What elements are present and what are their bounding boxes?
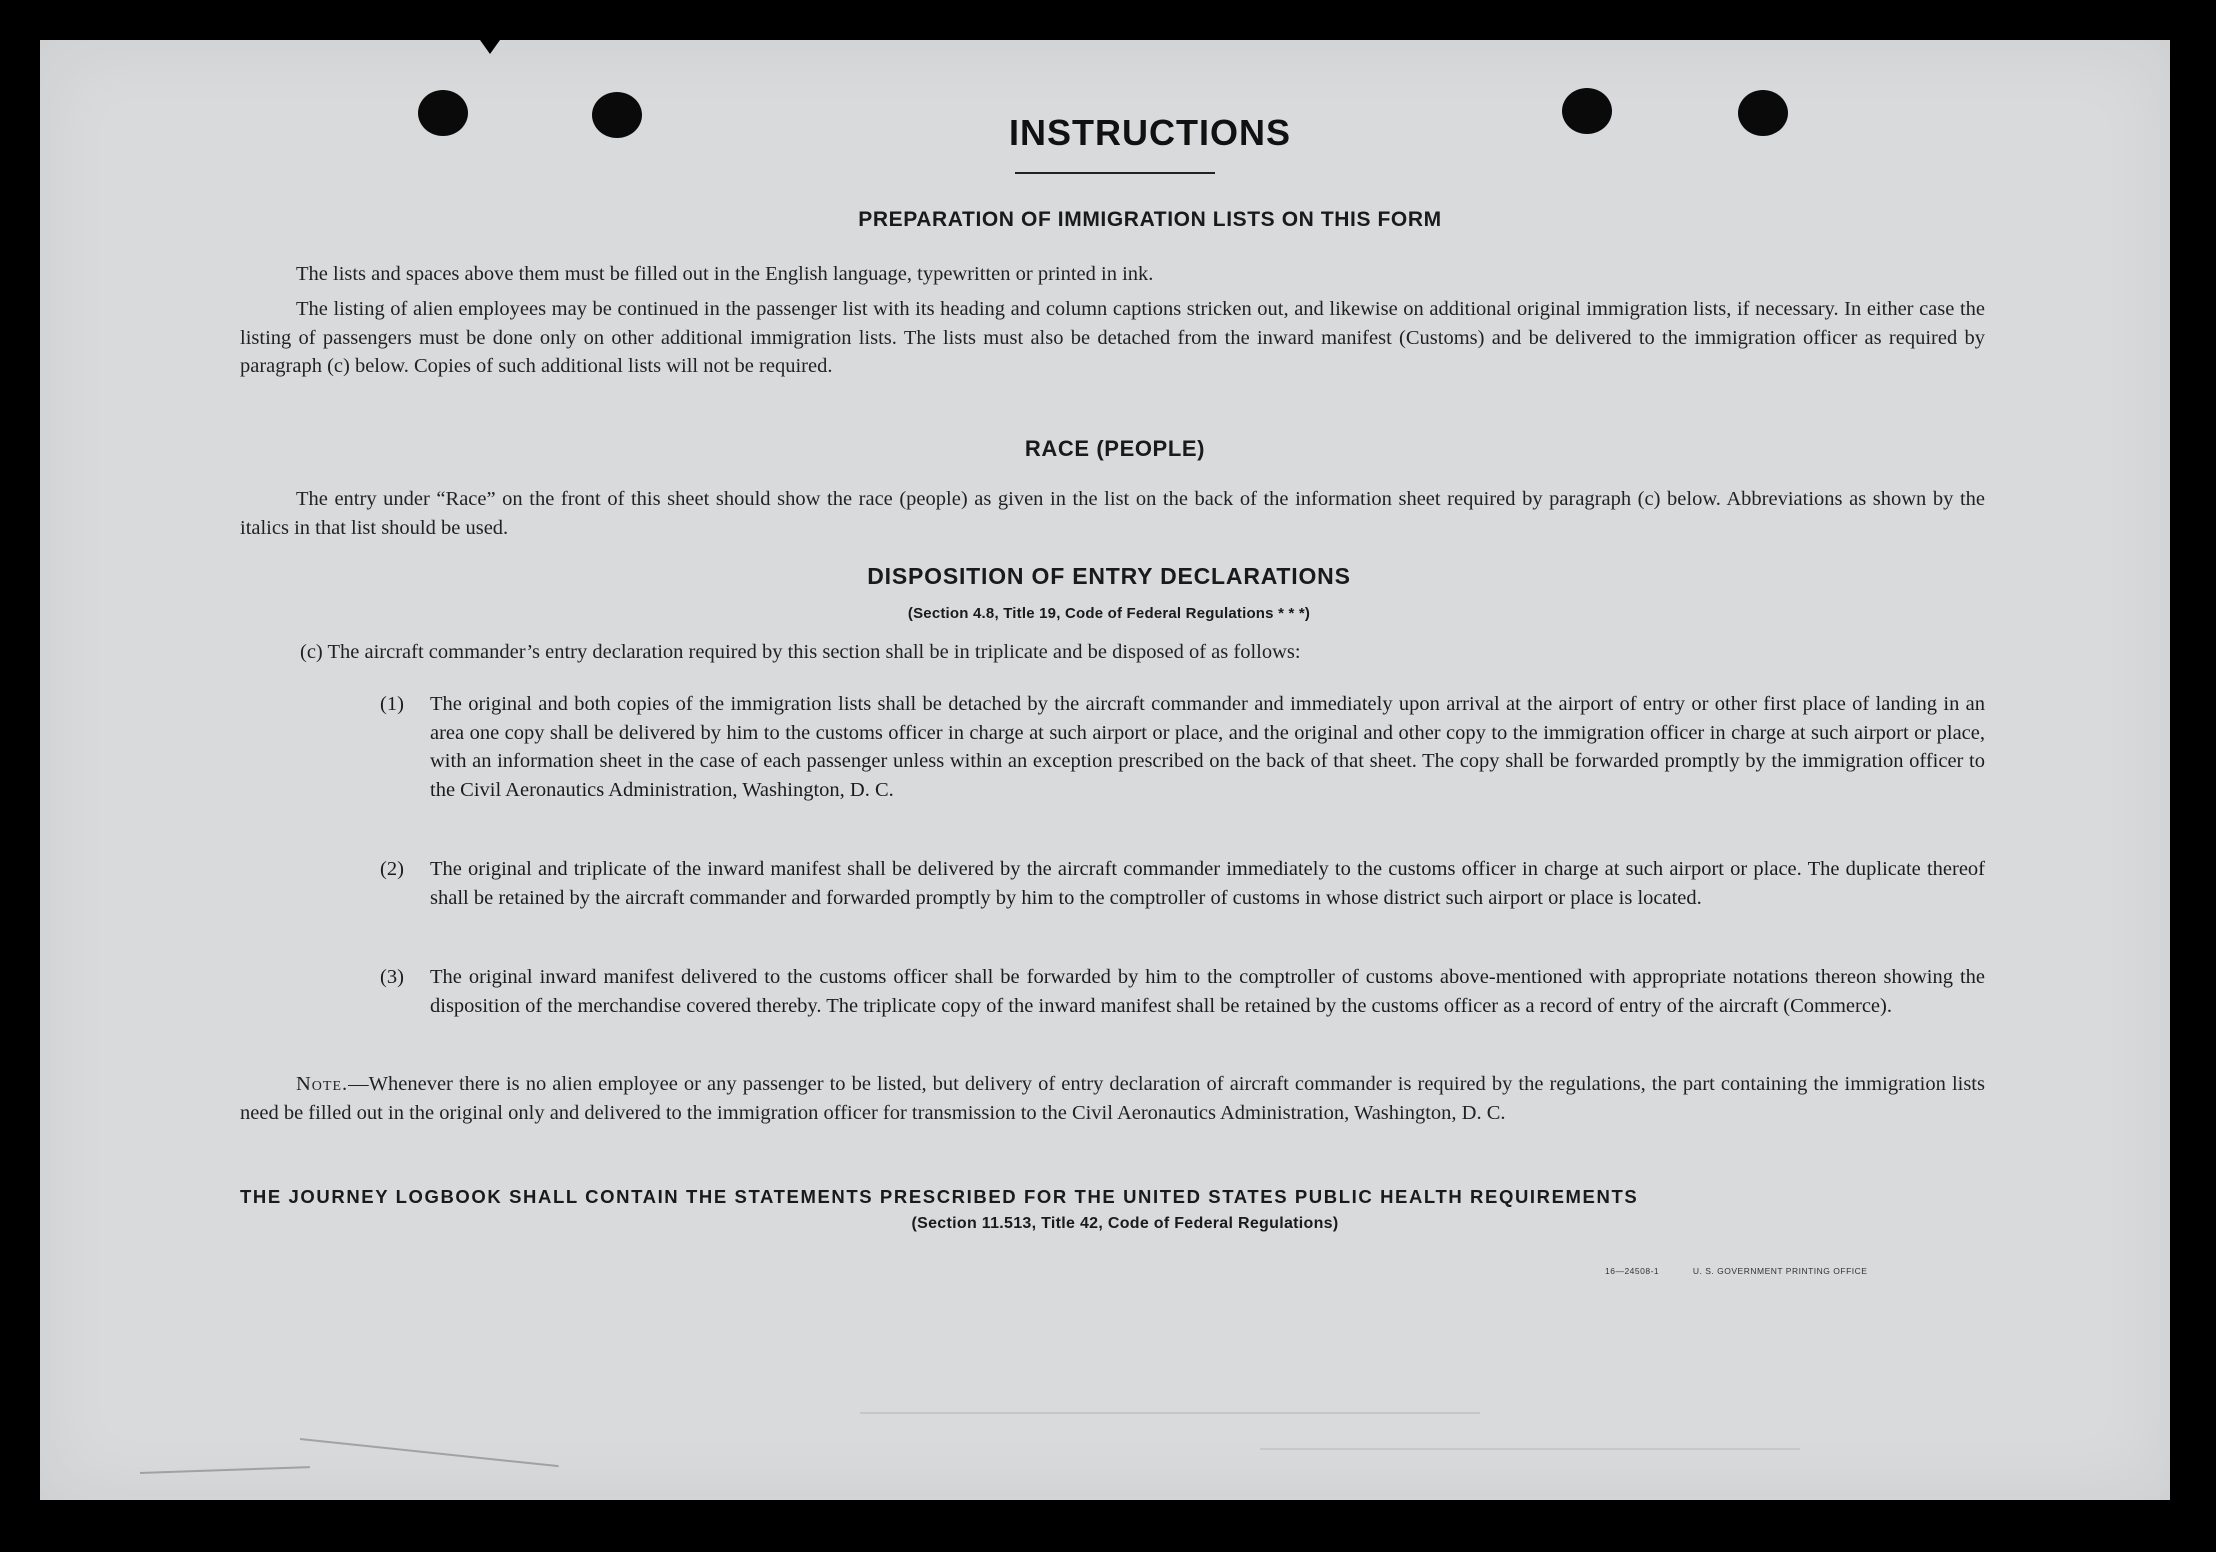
form-number: 16—24508-1 bbox=[1605, 1266, 1660, 1276]
paragraph-alien-employees: The listing of alien employees may be continued in the passenger list with its heading and column captions stricken out, and likewise on additional original immigration lists, if necessary. In either case the listing of passengers must be done only on other additional immigration lists. The lists must also be detached from the inward manifest (Customs) and be delivered to the immigration officer as required by paragraph (c) below. Copies of such additional lists will not be required. bbox=[240, 298, 1985, 377]
section-heading-disposition: DISPOSITION OF ENTRY DECLARATIONS bbox=[867, 563, 1351, 589]
note-label: Note. bbox=[296, 1073, 349, 1095]
scan-artifact bbox=[140, 1466, 310, 1474]
section-heading-race: RACE (PEOPLE) bbox=[1024, 436, 1206, 461]
list-item-text: The original and both copies of the immigration lists shall be detached by the aircraft commander and immediately upon arrival at the airport of entry or other first place of landing in an area one copy shall be delivered by him to the customs officer in charge at such airport or place, and the original and other copy to the immigration officer in charge at such airport or place, with an information sheet in the case of each passenger unless within an exception prescribed on the back of that sheet. The copy shall be forwarded promptly by the immigration officer to the Civil Aeronautics Administration, Washington, D. C. bbox=[430, 693, 1985, 801]
list-item-text: The original inward manifest delivered to the customs officer shall be forwarded by him to the comptroller of customs above-mentioned with appropriate notations thereon showing the disposition of the merchandise covered thereby. The triplicate copy of the inward manifest shall be retained by the customs officer as a record of entry of the aircraft (Commerce). bbox=[430, 966, 1985, 1017]
printer-imprint: U. S. GOVERNMENT PRINTING OFFICE bbox=[1692, 1266, 1868, 1276]
list-item-text: The original and triplicate of the inward manifest shall be delivered by the aircraft commander immediately to the customs officer in charge at such airport or place. The duplicate thereof shall be retained by the aircraft commander and forwarded promptly by him to the comptroller of customs in whose district such airport or place is located. bbox=[430, 858, 1985, 909]
document-page bbox=[40, 40, 2170, 1500]
page-notch bbox=[480, 40, 500, 54]
paragraph-note bbox=[240, 1070, 1985, 1127]
list-item-1 bbox=[380, 690, 1985, 804]
list-item-2 bbox=[380, 855, 1985, 912]
note-text: —Whenever there is no alien employee or any passenger to be listed, but delivery of entry declaration of aircraft commander is required by the regulations, the part containing the immigration lists need be filled out in the original only and delivered to the immigration officer for transmission to the Civil Aeronautics Administration, Washington, D. C. bbox=[240, 1073, 1985, 1124]
paragraph-language: The lists and spaces above them must be filled out in the English language, typewritten or printed in ink. bbox=[296, 263, 1154, 285]
section-citation: (Section 4.8, Title 19, Code of Federal Regulations * * *) bbox=[907, 605, 1311, 622]
paragraph-disposition-intro: (c) The aircraft commander’s entry declaration required by this section shall be in triplicate and be disposed of as follows: bbox=[300, 641, 1301, 663]
section-heading-preparation: PREPARATION OF IMMIGRATION LISTS ON THIS FORM bbox=[858, 208, 1442, 231]
paragraph-race: The entry under “Race” on the front of this sheet should show the race (people) as given in the list on the back of the information sheet required by paragraph (c) below. Abbreviations as shown by the italics in that list should be used. bbox=[240, 488, 1985, 539]
list-item-3 bbox=[380, 963, 1985, 1020]
scan-artifact bbox=[1260, 1448, 1800, 1450]
scan-artifact bbox=[860, 1412, 1480, 1414]
list-item-number: (1) bbox=[380, 693, 404, 715]
title-underline bbox=[1015, 172, 1215, 174]
list-item-number: (2) bbox=[380, 858, 404, 880]
page-title: INSTRUCTIONS bbox=[1009, 112, 1291, 153]
health-requirements-citation: (Section 11.513, Title 42, Code of Federal Regulations) bbox=[911, 1215, 1339, 1232]
form-footer bbox=[1605, 1266, 1867, 1276]
scan-artifact bbox=[300, 1438, 559, 1467]
health-requirements-statement: THE JOURNEY LOGBOOK SHALL CONTAIN THE STATEMENTS PRESCRIBED FOR THE UNITED STATES PUBLIC HEALTH REQUIREMENTS bbox=[240, 1186, 1639, 1207]
list-item-number: (3) bbox=[380, 966, 404, 988]
